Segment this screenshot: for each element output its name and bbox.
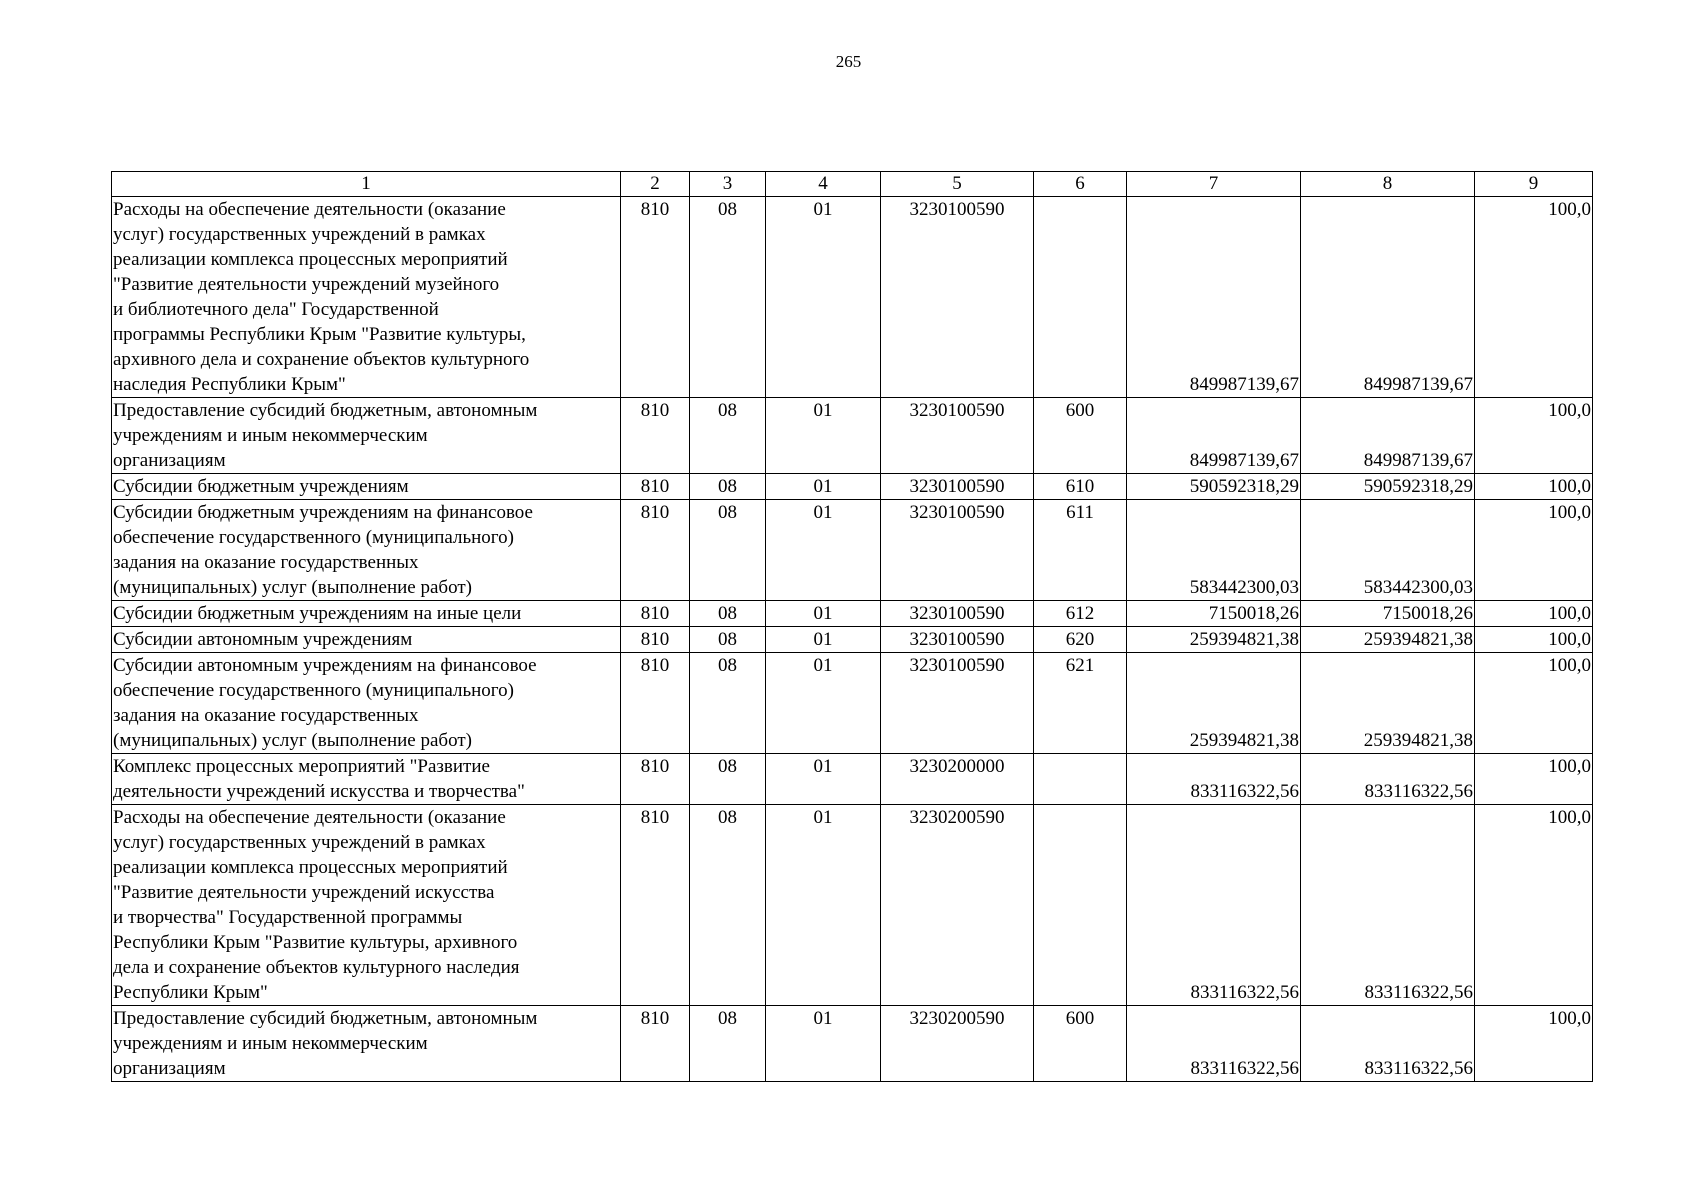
row-target-cell: 3230100590 — [881, 627, 1034, 653]
row-percent-cell: 100,0 — [1475, 398, 1593, 474]
row-target-cell: 3230100590 — [881, 653, 1034, 754]
row-fact-amount-cell: 583442300,03 — [1301, 500, 1475, 601]
row-section-cell: 08 — [690, 805, 766, 1006]
row-code-gr-cell: 810 — [621, 601, 690, 627]
table-row — [112, 1006, 1593, 1082]
row-type-cell — [1034, 805, 1127, 1006]
row-percent-cell: 100,0 — [1475, 754, 1593, 805]
row-percent-cell: 100,0 — [1475, 474, 1593, 500]
budget-table — [111, 171, 1593, 1082]
row-target-cell: 3230200590 — [881, 805, 1034, 1006]
row-code-gr-cell: 810 — [621, 474, 690, 500]
row-type-cell: 611 — [1034, 500, 1127, 601]
row-percent-cell: 100,0 — [1475, 627, 1593, 653]
row-percent-cell: 100,0 — [1475, 601, 1593, 627]
table-header-row — [112, 172, 1593, 197]
table-row — [112, 474, 1593, 500]
row-code-gr-cell: 810 — [621, 805, 690, 1006]
row-name-cell: Субсидии автономным учреждениям — [112, 627, 621, 653]
header-cell: 5 — [881, 172, 1034, 197]
row-percent-cell: 100,0 — [1475, 805, 1593, 1006]
row-plan-amount-cell: 833116322,56 — [1127, 805, 1301, 1006]
row-code-gr-cell: 810 — [621, 754, 690, 805]
header-cell: 3 — [690, 172, 766, 197]
header-cell: 6 — [1034, 172, 1127, 197]
row-fact-amount-cell: 7150018,26 — [1301, 601, 1475, 627]
row-code-gr-cell: 810 — [621, 1006, 690, 1082]
row-target-cell: 3230100590 — [881, 197, 1034, 398]
row-name-cell: Комплекс процессных мероприятий "Развитие деятельности учреждений искусства и творчества" — [112, 754, 621, 805]
row-name-cell: Расходы на обеспечение деятельности (оказание услуг) государственных учреждений в рамках реализации комплекса процессных мероприятий "Развитие деятельности учреждений искусства и творчества" Государственной программы Республики Крым "Развитие культуры, архивного дела и сохранение объектов культурного наследия Республики Крым" — [112, 805, 621, 1006]
row-subsection-cell: 01 — [766, 1006, 881, 1082]
table-row — [112, 627, 1593, 653]
row-type-cell: 612 — [1034, 601, 1127, 627]
row-target-cell: 3230200000 — [881, 754, 1034, 805]
row-target-cell: 3230200590 — [881, 1006, 1034, 1082]
row-plan-amount-cell: 583442300,03 — [1127, 500, 1301, 601]
row-percent-cell: 100,0 — [1475, 1006, 1593, 1082]
table-row — [112, 754, 1593, 805]
row-section-cell: 08 — [690, 1006, 766, 1082]
row-code-gr-cell: 810 — [621, 500, 690, 601]
row-fact-amount-cell: 849987139,67 — [1301, 197, 1475, 398]
row-fact-amount-cell: 259394821,38 — [1301, 653, 1475, 754]
row-type-cell: 621 — [1034, 653, 1127, 754]
row-name-cell: Субсидии бюджетным учреждениям на иные цели — [112, 601, 621, 627]
row-type-cell — [1034, 754, 1127, 805]
table-row — [112, 398, 1593, 474]
row-fact-amount-cell: 833116322,56 — [1301, 754, 1475, 805]
row-subsection-cell: 01 — [766, 653, 881, 754]
row-name-cell: Предоставление субсидий бюджетным, автономным учреждениям и иным некоммерческим организациям — [112, 398, 621, 474]
row-subsection-cell: 01 — [766, 500, 881, 601]
row-plan-amount-cell: 849987139,67 — [1127, 398, 1301, 474]
header-cell: 1 — [112, 172, 621, 197]
row-target-cell: 3230100590 — [881, 474, 1034, 500]
row-subsection-cell: 01 — [766, 627, 881, 653]
row-section-cell: 08 — [690, 754, 766, 805]
row-subsection-cell: 01 — [766, 398, 881, 474]
row-fact-amount-cell: 849987139,67 — [1301, 398, 1475, 474]
row-plan-amount-cell: 833116322,56 — [1127, 754, 1301, 805]
row-section-cell: 08 — [690, 474, 766, 500]
row-subsection-cell: 01 — [766, 474, 881, 500]
header-cell: 9 — [1475, 172, 1593, 197]
row-name-cell: Субсидии бюджетным учреждениям на финансовое обеспечение государственного (муниципального) задания на оказание государственных (муниципальных) услуг (выполнение работ) — [112, 500, 621, 601]
row-fact-amount-cell: 259394821,38 — [1301, 627, 1475, 653]
row-code-gr-cell: 810 — [621, 398, 690, 474]
row-name-cell: Субсидии автономным учреждениям на финансовое обеспечение государственного (муниципального) задания на оказание государственных (муниципальных) услуг (выполнение работ) — [112, 653, 621, 754]
header-cell: 8 — [1301, 172, 1475, 197]
row-section-cell: 08 — [690, 601, 766, 627]
page-number: 265 — [835, 52, 862, 71]
header-cell: 2 — [621, 172, 690, 197]
row-subsection-cell: 01 — [766, 805, 881, 1006]
table-row — [112, 653, 1593, 754]
row-type-cell: 600 — [1034, 398, 1127, 474]
table-row — [112, 500, 1593, 601]
row-plan-amount-cell: 849987139,67 — [1127, 197, 1301, 398]
row-name-cell: Субсидии бюджетным учреждениям — [112, 474, 621, 500]
table-row — [112, 601, 1593, 627]
row-plan-amount-cell: 259394821,38 — [1127, 653, 1301, 754]
row-target-cell: 3230100590 — [881, 398, 1034, 474]
table-row — [112, 805, 1593, 1006]
row-type-cell: 600 — [1034, 1006, 1127, 1082]
row-fact-amount-cell: 833116322,56 — [1301, 1006, 1475, 1082]
row-plan-amount-cell: 7150018,26 — [1127, 601, 1301, 627]
row-name-cell: Расходы на обеспечение деятельности (оказание услуг) государственных учреждений в рамках реализации комплекса процессных мероприятий "Развитие деятельности учреждений музейного и библиотечного дела" Государственной программы Республики Крым "Развитие культуры, архивного дела и сохранение объектов культурного наследия Республики Крым" — [112, 197, 621, 398]
row-fact-amount-cell: 590592318,29 — [1301, 474, 1475, 500]
row-subsection-cell: 01 — [766, 754, 881, 805]
row-target-cell: 3230100590 — [881, 500, 1034, 601]
row-section-cell: 08 — [690, 398, 766, 474]
row-plan-amount-cell: 259394821,38 — [1127, 627, 1301, 653]
row-code-gr-cell: 810 — [621, 627, 690, 653]
row-code-gr-cell: 810 — [621, 653, 690, 754]
row-subsection-cell: 01 — [766, 197, 881, 398]
row-section-cell: 08 — [690, 653, 766, 754]
row-section-cell: 08 — [690, 197, 766, 398]
row-section-cell: 08 — [690, 500, 766, 601]
row-percent-cell: 100,0 — [1475, 653, 1593, 754]
row-type-cell: 620 — [1034, 627, 1127, 653]
header-cell: 4 — [766, 172, 881, 197]
row-type-cell: 610 — [1034, 474, 1127, 500]
table-row — [112, 197, 1593, 398]
row-percent-cell: 100,0 — [1475, 500, 1593, 601]
row-target-cell: 3230100590 — [881, 601, 1034, 627]
row-name-cell: Предоставление субсидий бюджетным, автономным учреждениям и иным некоммерческим организациям — [112, 1006, 621, 1082]
row-section-cell: 08 — [690, 627, 766, 653]
row-type-cell — [1034, 197, 1127, 398]
row-subsection-cell: 01 — [766, 601, 881, 627]
row-plan-amount-cell: 590592318,29 — [1127, 474, 1301, 500]
header-cell: 7 — [1127, 172, 1301, 197]
row-code-gr-cell: 810 — [621, 197, 690, 398]
row-fact-amount-cell: 833116322,56 — [1301, 805, 1475, 1006]
row-plan-amount-cell: 833116322,56 — [1127, 1006, 1301, 1082]
row-percent-cell: 100,0 — [1475, 197, 1593, 398]
